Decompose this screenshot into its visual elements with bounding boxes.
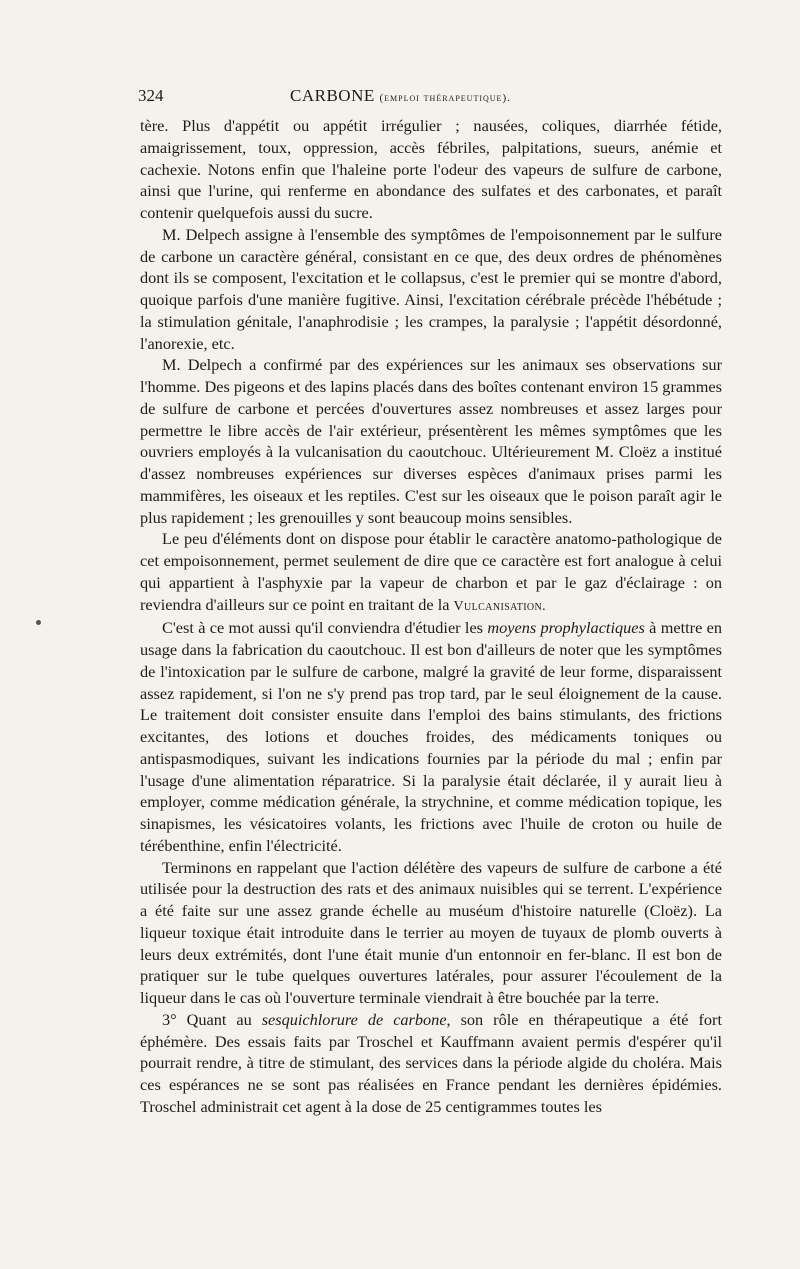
- paragraph-5: [140, 617, 722, 856]
- margin-mark: [36, 620, 41, 625]
- paragraph-7-lead: 3° Quant au: [162, 1009, 252, 1029]
- page-number: 324: [138, 86, 164, 105]
- paragraph-1: tère. Plus d'appétit ou appétit irrégulier ; nausées, coliques, diarrhée fétide, amaigrissement, toux, oppression, accès fébriles, palpitations, sueurs, anémie et cachexie. Notons enfin que l'haleine porte l'odeur des vapeurs de sulfure de carbone, ainsi que l'urine, qui renferme en abondance des sulfates et des carbonates, et paraît contenir quelquefois aussi du sucre.: [140, 116, 722, 222]
- paragraph-3: M. Delpech a confirmé par des expériences sur les animaux ses observations sur l'homme. Des pigeons et des lapins placés dans des boîtes contenant environ 15 grammes de sulfure de carbone et percées d'ouvertures assez nombreuses et assez larges pour permettre le libre accès de l'air extérieur, présentèrent les mêmes symptômes que les ouvriers employés à la vulcanisation du caoutchouc. Ultérieurement M. Cloëz a institué d'assez nombreuses expériences sur diverses espèces d'animaux prises parmi les mammifères, les oiseaux et les reptiles. C'est sur les oiseaux que le poison paraît agir le plus rapidement ; les grenouilles y sont beaucoup moins sensibles.: [140, 355, 722, 527]
- paragraph-7-rest: , son rôle en thérapeutique a été fort éphémère. Des essais faits par Troschel et Kauffmann avaient permis d'espérer qu'il pourrait rendre, à titre de stimulant, des services dans la période algide du choléra. Mais ces espérances ne se sont pas réalisées en France pendant les dernières épidémies. Troschel administrait cet agent à la dose de 25 centigrammes toutes les: [140, 1009, 722, 1116]
- paragraph-7-italic: sesquichlorure de carbone: [261, 1009, 447, 1029]
- paragraph-5-lead: C'est à ce mot aussi qu'il conviendra d'étudier les: [162, 618, 484, 638]
- paragraph-5-rest: à mettre en usage dans la fabrication du caoutchouc. Il est bon d'ailleurs de noter que les symptômes de l'intoxication par le sulfure de carbone, malgré la gravité de leur forme, disparaissent assez rapidement, si l'on ne s'y prend pas trop tard, par le seul éloignement de la cause. Le traitement doit consister ensuite dans l'emploi des bains stimulants, des frictions excitantes, des lotions et douches froides, des médicaments toniques ou antispasmodiques, suivant les indications fournies par la période du mal ; enfin par l'usage d'une alimentation réparatrice. Si la paralysie était déclarée, il y aurait lieu à employer, comme médication générale, la strychnine, et comme médication topique, les sinapismes, les vésicatoires volants, les frictions avec l'huile de croton ou huile de térébenthine, enfin l'électricité.: [140, 618, 722, 855]
- paragraph-4-text: Le peu d'éléments dont on dispose pour établir le caractère anatomo-pathologique de cet empoisonnement, permet seulement de dire que ce caractère est fort analogue à celui qui appartient à l'asphyxie par la vapeur de charbon et par le gaz d'éclairage : on reviendra d'ailleurs sur ce point en traitant de la: [140, 529, 722, 614]
- paragraph-5-italic: moyens prophylactiques: [487, 618, 645, 638]
- paragraph-7: [140, 1009, 722, 1118]
- running-title: [290, 86, 511, 106]
- running-title-subtitle: (emploi thérapeutique).: [379, 92, 511, 104]
- paragraph-4: [140, 528, 722, 617]
- paragraph-2: M. Delpech assigne à l'ensemble des symptômes de l'empoisonnement par le sulfure de carbone un caractère général, consistant en ce que, des deux ordres de phénomènes dont ils se composent, l'excitation et le collapsus, c'est le premier qui se montre d'abord, quoique parfois d'une manière fugitive. Ainsi, l'excitation cérébrale précède l'hébétude ; la stimulation génitale, l'anaphrodisie ; les crampes, la paralysie ; l'appétit désordonné, l'anorexie, etc.: [140, 224, 722, 353]
- cross-reference: Vulcanisation.: [453, 598, 547, 614]
- paragraph-6: Terminons en rappelant que l'action délétère des vapeurs de sulfure de carbone a été utilisée pour la destruction des rats et des animaux nuisibles qui se terrent. L'expérience a été faite sur une assez grande échelle au muséum d'histoire naturelle (Cloëz). La liqueur toxique était introduite dans le terrier au moyen de tuyaux de plomb ouverts à leurs deux extrémités, dont l'une était munie d'un entonnoir en fer-blanc. Il est bon de pratiquer sur le tube quelques ouvertures latérales, pour assurer l'écoulement de la liqueur dans le cas où l'ouverture terminale viendrait à être bouchée par la terre.: [140, 857, 722, 1007]
- page-header: [138, 86, 738, 110]
- body-text: [140, 115, 722, 1118]
- running-title-main: CARBONE: [290, 86, 375, 105]
